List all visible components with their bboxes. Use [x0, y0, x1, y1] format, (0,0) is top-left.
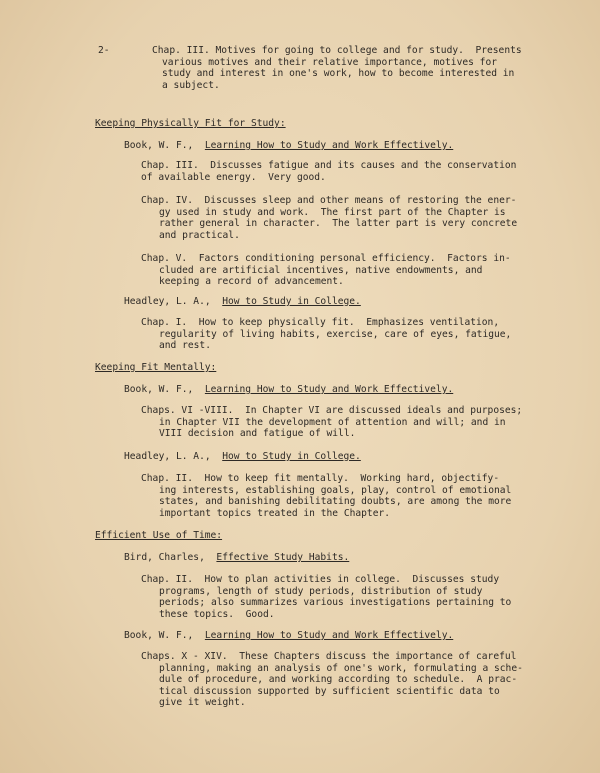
reference-author: Headley, L. A.,: [124, 451, 223, 462]
annotation-line: rather general in character. The latter part is very concrete: [159, 218, 518, 229]
annotation-line: important topics treated in the Chapter.: [159, 507, 391, 519]
annotation-line: Chaps. X - XIV. These Chapters discuss the importance of careful: [141, 651, 517, 662]
annotation-line: ing interests, establishing goals, play, control of emotional: [159, 484, 512, 496]
reference-entry: [124, 552, 349, 564]
reference-title: Learning How to Study and Work Effectively.: [204, 140, 454, 151]
reference-author: Bird, Charles,: [124, 552, 217, 563]
section-heading: Keeping Physically Fit for Study:: [95, 118, 286, 129]
annotation-line: Chap. II. How to keep fit mentally. Working hard, objectify-: [141, 473, 500, 484]
reference-title: Effective Study Habits.: [216, 552, 350, 563]
annotation-line: tical discussion supported by sufficient scientific data to: [159, 685, 500, 697]
annotation-line: of available energy. Very good.: [141, 171, 326, 183]
annotation-line: regularity of living habits, exercise, care of eyes, fatigue,: [159, 328, 512, 340]
annotation-line: Chap. IV. Discusses sleep and other means of restoring the ener-: [141, 195, 517, 206]
section-heading: Efficient Use of Time:: [95, 530, 223, 541]
annotation-line: programs, length of study periods, distribution of study: [159, 585, 483, 597]
annotation-line: gy used in study and work. The first part of the Chapter is: [159, 206, 506, 218]
reference-title: How to Study in College.: [222, 296, 361, 307]
page-number: 2-: [98, 45, 110, 56]
annotation-line: keeping a record of advancement.: [159, 276, 344, 287]
annotation-line: planning, making an analysis of one's work, formulating a sche-: [159, 662, 523, 674]
annotation-line: Chap. III. Discusses fatigue and its causes and the conservation: [141, 160, 517, 171]
reference-author: Book, W. F.,: [124, 630, 205, 641]
annotation-line: in Chapter VII the development of attention and will; and in: [159, 416, 506, 428]
annotation-line: these topics. Good.: [159, 608, 275, 620]
annotation-line: Chaps. VI -VIII. In Chapter VI are discussed ideals and purposes;: [141, 405, 523, 416]
annotation-line: VIII decision and fatigue of will.: [159, 428, 356, 439]
reference-entry: [124, 630, 453, 642]
reference-title: Learning How to Study and Work Effectively.: [204, 384, 454, 395]
annotation-line: give it weight.: [159, 697, 246, 708]
annotation-line: Chap. I. How to keep physically fit. Emphasizes ventilation,: [141, 317, 500, 328]
reference-entry: [124, 296, 361, 308]
reference-entry: [124, 384, 453, 396]
annotation-line: Chap. II. How to plan activities in college. Discusses study: [141, 574, 500, 585]
reference-entry: [124, 451, 361, 463]
section-heading: Keeping Fit Mentally:: [95, 362, 217, 373]
annotation-line: periods; also summarizes various investigations pertaining to: [159, 597, 512, 608]
annotation-line: and rest.: [159, 340, 211, 351]
reference-title: How to Study in College.: [222, 451, 361, 462]
reference-author: Book, W. F.,: [124, 384, 205, 395]
annotation-line: various motives and their relative importance, motives for: [162, 56, 498, 68]
annotation-line: cluded are artificial incentives, native endowments, and: [159, 264, 483, 276]
annotation-line: a subject.: [162, 79, 220, 91]
annotation-line: Chap. V. Factors conditioning personal efficiency. Factors in-: [141, 253, 511, 264]
annotation-line: and practical.: [159, 229, 240, 241]
annotation-line: states, and banishing debilitating doubts, are among the more: [159, 496, 512, 507]
annotation-line: dule of procedure, and working according to schedule. A prac-: [159, 674, 518, 685]
reference-title: Learning How to Study and Work Effectively.: [204, 630, 454, 641]
annotation-line: Chap. III. Motives for going to college and for study. Presents: [152, 45, 522, 56]
annotation-line: study and interest in one's work, how to become interested in: [162, 68, 515, 79]
reference-author: Headley, L. A.,: [124, 296, 223, 307]
reference-author: Book, W. F.,: [124, 140, 205, 151]
reference-entry: [124, 140, 453, 152]
